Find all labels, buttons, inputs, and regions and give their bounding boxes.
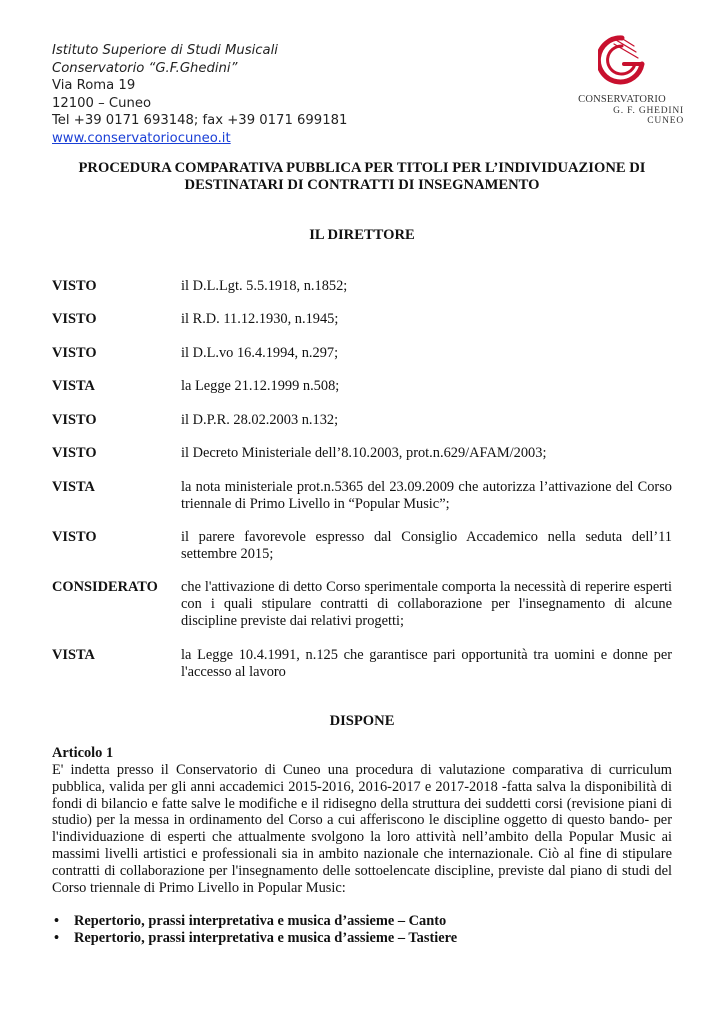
recital-text: il D.L.Lgt. 5.5.1918, n.1852; xyxy=(181,278,348,294)
recital-text: il D.P.R. 28.02.2003 n.132; xyxy=(181,412,339,428)
address-street: Via Roma 19 xyxy=(52,78,136,93)
logo-text-ghedini: G. F. GHEDINI xyxy=(613,106,684,116)
discipline-list xyxy=(52,913,672,947)
recital-text: il R.D. 11.12.1930, n.1945; xyxy=(181,311,339,327)
recital-text: il Decreto Ministeriale dell’8.10.2003, prot.n.629/AFAM/2003; xyxy=(181,445,547,461)
recital-keyword: VISTO xyxy=(52,311,97,327)
list-item: • Repertorio, prassi interpretativa e musica d’assieme – Canto xyxy=(52,913,672,930)
recital-keyword: VISTA xyxy=(52,378,95,394)
article-body: E' indetta presso il Conservatorio di Cuneo una procedura di valutazione comparativa di curriculum pubblica, valida per gli anni accademici 2015-2016, 2016-2017 e 2017-2018 -fatta salva la disponibilità di fondi di bilancio e fatte salve le modifiche e il ridisegno della struttura dei suddetti corsi (revisione piani di studio) per la messa in ordinamento del Corso a cui afferiscono le discipline oggetto di questo bando- per l'individuazione di esperti che attualmente svolgono la loro attività nell’ambito della Popular Music ai massimi livelli artistici e professionali sia in ambito nazionale che internazionale. Ciò al fine di stipulare contratti di collaborazione per l'insegnamento delle sottoelencate discipline, previste dal piano di studi del Corso triennale di Primo Livello in Popular Music: xyxy=(52,762,672,896)
recital-text: la nota ministeriale prot.n.5365 del 23.09.2009 che autorizza l’attivazione del Corso triennale di Primo Livello in “Popular Music”; xyxy=(181,479,672,512)
director-heading: IL DIRETTORE xyxy=(309,227,415,243)
list-item: • Repertorio, prassi interpretativa e musica d’assieme – Tastiere xyxy=(52,930,672,947)
recital-keyword: VISTO xyxy=(52,345,97,361)
document-title: PROCEDURA COMPARATIVA PUBBLICA PER TITOLI PER L’INDIVIDUAZIONE DI DESTINATARI DI CONTRATTI DI INSEGNAMENTO xyxy=(78,160,646,193)
recital-text: la Legge 10.4.1991, n.125 che garantisce pari opportunità tra uomini e donne per l'accesso al lavoro xyxy=(181,647,672,680)
recital-keyword: VISTO xyxy=(52,278,97,294)
address-city: 12100 – Cuneo xyxy=(52,95,152,111)
institution-name: Istituto Superiore di Studi Musicali xyxy=(52,43,278,58)
conservatory-name: Conservatorio “G.F.Ghedini” xyxy=(52,60,238,76)
logo-text-cuneo: CUNEO xyxy=(647,116,684,126)
institution-header xyxy=(52,42,512,147)
logo-text-conservatorio: CONSERVATORIO xyxy=(578,94,666,105)
contact-phone-fax: Tel +39 0171 693148; fax +39 0171 699181 xyxy=(52,113,348,128)
recital-text: il D.L.vo 16.4.1994, n.297; xyxy=(181,345,339,361)
recital-keyword: CONSIDERATO xyxy=(52,579,158,595)
recital-keyword: VISTA xyxy=(52,647,95,663)
article-title: Articolo 1 xyxy=(52,745,114,761)
conservatorio-logo xyxy=(560,34,684,126)
recital-text: il parere favorevole espresso dal Consiglio Accademico nella seduta dell’11 settembre 2015; xyxy=(181,529,672,562)
dispone-heading: DISPONE xyxy=(329,713,395,729)
conservatorio-logo-icon xyxy=(598,34,646,90)
recital-keyword: VISTO xyxy=(52,445,97,461)
recital-text: che l'attivazione di detto Corso sperimentale comporta la necessità di reperire esperti con i quali stipulare contratti di collaborazione per l'insegnamento di alcune discipline previste dai relativi progetti; xyxy=(181,579,672,629)
website-link[interactable]: www.conservatoriocuneo.it xyxy=(52,130,231,146)
recital-keyword: VISTA xyxy=(52,479,95,495)
recital-keyword: VISTO xyxy=(52,529,97,545)
recital-text: la Legge 21.12.1999 n.508; xyxy=(181,378,340,394)
recital-keyword: VISTO xyxy=(52,412,97,428)
